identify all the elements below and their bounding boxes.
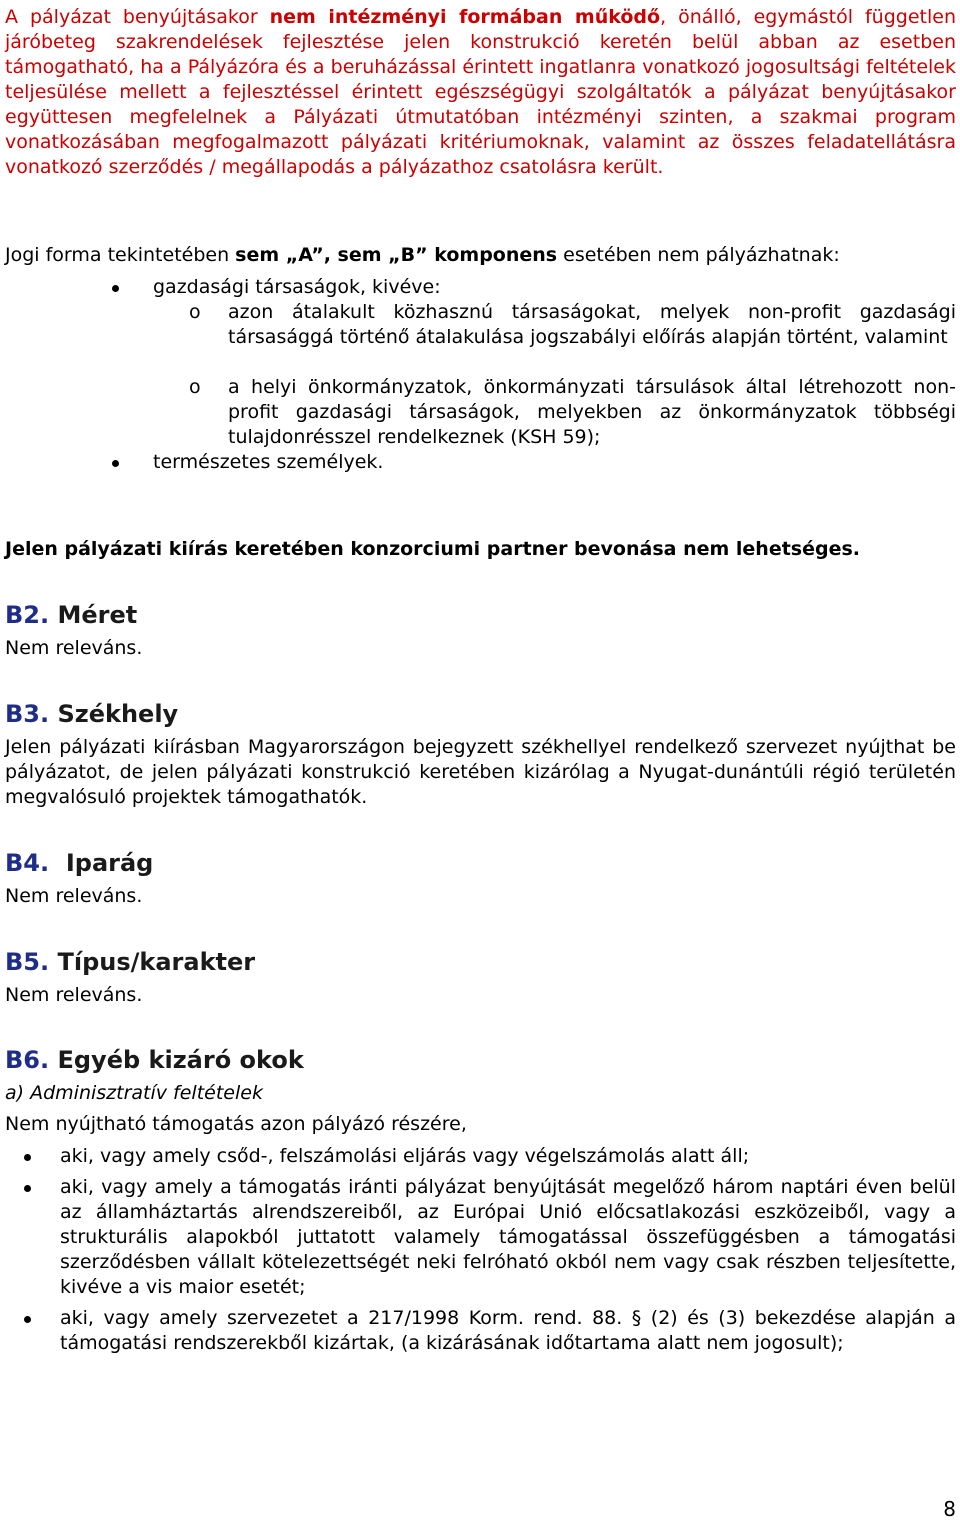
section-heading-b4 bbox=[5, 848, 153, 878]
section-heading-b5 bbox=[5, 947, 255, 977]
bullet-icon bbox=[112, 285, 119, 292]
section-number: B4. bbox=[5, 849, 50, 877]
b4-text: Nem releváns. bbox=[5, 885, 143, 907]
bullet-icon bbox=[24, 1154, 31, 1161]
b2-text: Nem releváns. bbox=[5, 637, 143, 659]
consortium-statement: Jelen pályázati kiírás keretében konzorciumi partner bevonása nem lehetséges. bbox=[5, 538, 860, 560]
list-item-companies: gazdasági társaságok, kivéve: bbox=[153, 276, 441, 298]
b3-paragraph: Jelen pályázati kiírásban Magyarországon bejegyzett székhellyel rendelkező szervezet nyújthat be pályázatot, de jelen pályázati konstrukció keretében kizárólag a Nyugat-dunántúli régió területén megvalósuló projektek támogathatók. bbox=[5, 736, 956, 808]
intro-text bbox=[5, 5, 956, 180]
section-number: B3. bbox=[5, 700, 50, 728]
section-title: Iparág bbox=[65, 849, 154, 877]
intro-paragraph bbox=[5, 5, 956, 180]
bullet-icon bbox=[24, 1316, 31, 1323]
bullet-icon bbox=[112, 460, 119, 467]
section-number: B6. bbox=[5, 1046, 50, 1074]
legal-form-lead bbox=[5, 243, 956, 268]
sub-bullet-icon: o bbox=[189, 301, 201, 323]
section-title: Méret bbox=[57, 601, 138, 629]
page-number: 8 bbox=[943, 1497, 956, 1521]
list-item: aki, vagy amely a támogatás iránti pályázat benyújtását megelőző három naptári éven belül az államháztartás alrendszereiből, az Európai Unió előcsatlakozási eszközeiből, vagy a strukturális alapokból juttatott valamely támogatással összefüggésben a támogatási szerződésben vállalt kötelezettségét neki felróható okból nem vagy csak részben teljesítette, kivéve a vis maior esetét; bbox=[60, 1176, 956, 1298]
section-title: Székhely bbox=[57, 700, 179, 728]
legal-form-tail: esetében nem pályázhatnak: bbox=[557, 244, 840, 266]
list-subitem-converted: azon átalakult közhasznú társaságokat, melyek non-profit gazdasági társasággá történő átalakulása jogszabályi előírás alapján történt, valamint bbox=[228, 301, 956, 348]
list-item: aki, vagy amely csőd-, felszámolási eljárás vagy végelszámolás alatt áll; bbox=[60, 1145, 750, 1167]
section-title: Típus/karakter bbox=[57, 948, 256, 976]
b5-text: Nem releváns. bbox=[5, 984, 143, 1006]
intro-part2: , önálló, egymástól független járóbeteg szakrendelések fejlesztése jelen konstrukció keretén belül abban az esetben támogatható, ha a Pályázóra és a beruházással érintett ingatlanra vonatkozó jogosultsági feltételek teljesülése mellett a fejlesztéssel érintett egészségügyi szolgáltatók a pályázat benyújtásakor együttesen megfelelnek a Pályázati útmutatóban intézményi szinten, a szakmai program vonatkozásában megfogalmazott pályázati kritériumoknak, valamint az összes feladatellátásra vonatkozó szerződés / megállapodás a pályázathoz csatolásra került. bbox=[5, 6, 956, 178]
section-heading-b2 bbox=[5, 600, 137, 630]
sub-bullet-icon: o bbox=[189, 376, 201, 398]
intro-emphasis: nem intézményi formában működő bbox=[269, 6, 661, 28]
section-heading-b6 bbox=[5, 1045, 304, 1075]
b6-subtitle: a) Adminisztratív feltételek bbox=[5, 1082, 263, 1104]
legal-form-lead-text: Jogi forma tekintetében bbox=[5, 244, 236, 266]
b3-text bbox=[5, 735, 956, 810]
list-item-natural-persons: természetes személyek. bbox=[153, 451, 384, 473]
section-heading-b3 bbox=[5, 699, 178, 729]
section-number: B5. bbox=[5, 948, 50, 976]
b6-lead: Nem nyújtható támogatás azon pályázó részére, bbox=[5, 1113, 467, 1135]
intro-part1: A pályázat benyújtásakor bbox=[5, 6, 270, 28]
list-item: aki, vagy amely szervezetet a 217/1998 Korm. rend. 88. § (2) és (3) bekezdése alapján a támogatási rendszerekből kizártak, (a kizárásának időtartama alatt nem jogosult); bbox=[60, 1307, 956, 1354]
legal-form-bold: sem „A”, sem „B” komponens bbox=[235, 244, 558, 266]
legal-form-paragraph bbox=[5, 243, 956, 268]
section-title: Egyéb kizáró okok bbox=[57, 1046, 304, 1074]
list-subitem-municipal: a helyi önkormányzatok, önkormányzati társulások által létrehozott non-profit gazdasági társaságok, melyekben az önkormányzatok többségi tulajdonrésszel rendelkeznek (KSH 59); bbox=[228, 376, 956, 448]
section-number: B2. bbox=[5, 601, 50, 629]
bullet-icon bbox=[24, 1185, 31, 1192]
